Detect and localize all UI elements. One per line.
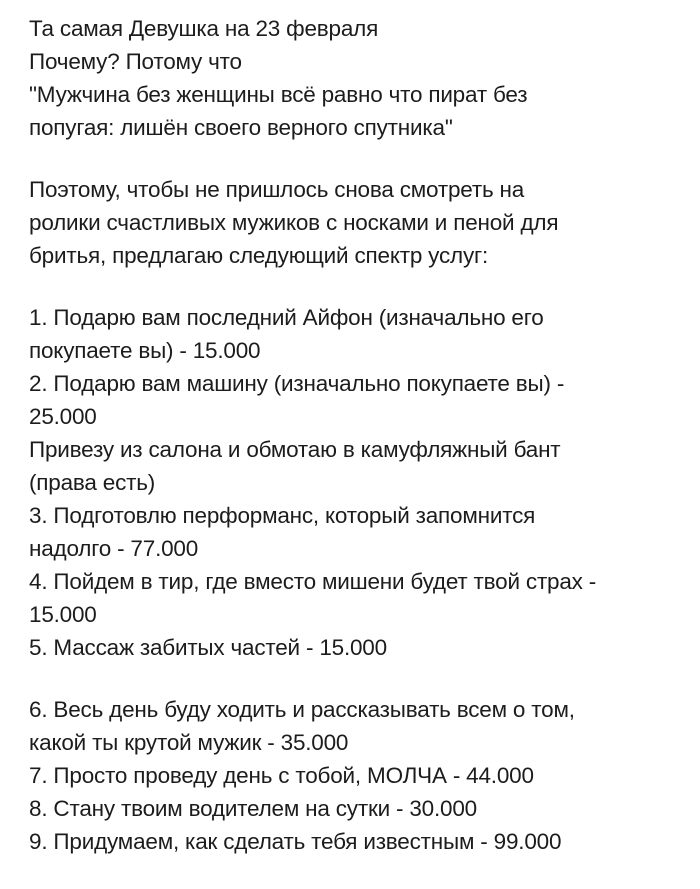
service-item-line: надолго - 77.000 <box>29 536 199 561</box>
paragraph-gap <box>29 664 679 693</box>
services-list-part2 <box>29 693 679 858</box>
paragraph-gap <box>29 144 679 173</box>
service-item-line: 25.000 <box>29 404 97 429</box>
service-item-line: какой ты крутой мужик - 35.000 <box>29 730 349 755</box>
service-item-line: 8. Стану твоим водителем на сутки - 30.000 <box>29 796 477 821</box>
paragraph-gap <box>29 272 679 301</box>
post-title: Та самая Девушка на 23 февраля <box>29 16 379 41</box>
service-item-line: 1. Подарю вам последний Айфон (изначально его <box>29 305 544 330</box>
service-item-line: 4. Пойдем в тир, где вместо мишени будет твой страх - <box>29 569 597 594</box>
service-item-line: 5. Массаж забитых частей - 15.000 <box>29 635 387 660</box>
intro-paragraph <box>29 12 679 144</box>
services-list-part1 <box>29 301 679 664</box>
service-item-line: 2. Подарю вам машину (изначально покупаете вы) - <box>29 371 565 396</box>
service-item-line: Привезу из салона и обмотаю в камуфляжный бант <box>29 437 561 462</box>
post-text <box>29 12 679 858</box>
quote-line: "Мужчина без женщины всё равно что пират без <box>29 82 528 107</box>
service-item-line: (права есть) <box>29 470 156 495</box>
service-item-line: 7. Просто проведу день с тобой, МОЛЧА - 44.000 <box>29 763 534 788</box>
service-item-line: 3. Подготовлю перформанс, который запомнится <box>29 503 536 528</box>
service-item-line: 15.000 <box>29 602 97 627</box>
service-item-line: 6. Весь день буду ходить и рассказывать всем о том, <box>29 697 575 722</box>
service-item-line: покупаете вы) - 15.000 <box>29 338 261 363</box>
service-item-line: 9. Придумаем, как сделать тебя известным - 99.000 <box>29 829 562 854</box>
text-line: ролики счастливых мужиков с носками и пеной для <box>29 210 559 235</box>
text-line: Поэтому, чтобы не пришлось снова смотреть на <box>29 177 525 202</box>
preface-paragraph <box>29 173 679 272</box>
text-line: бритья, предлагаю следующий спектр услуг: <box>29 243 489 268</box>
text-line: Почему? Потому что <box>29 49 242 74</box>
quote-line: попугая: лишён своего верного спутника" <box>29 115 453 140</box>
